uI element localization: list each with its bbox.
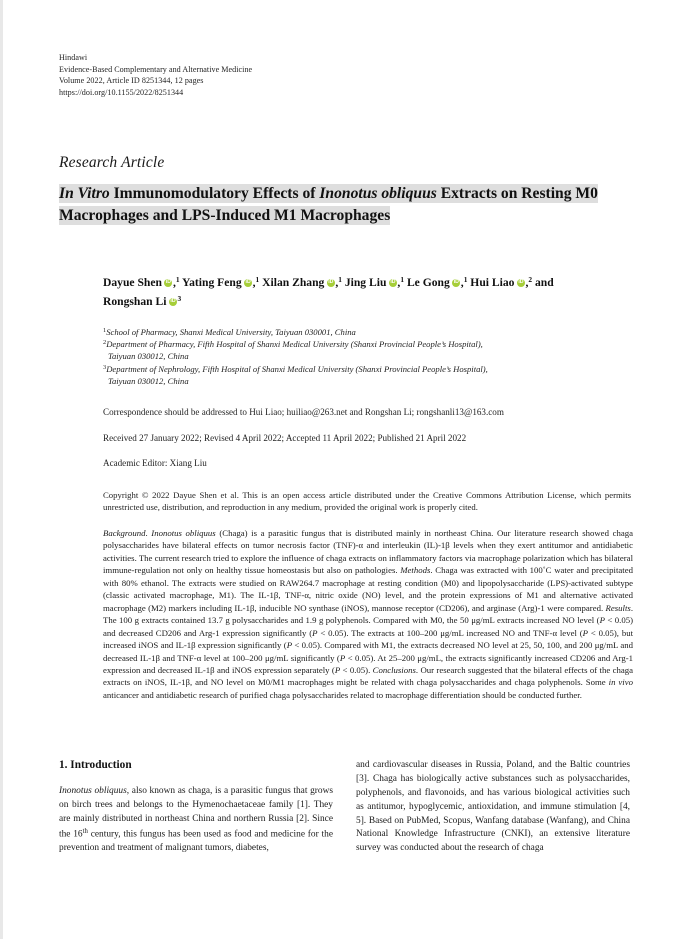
column-right bbox=[356, 759, 630, 856]
author-name[interactable]: Jing Liu bbox=[344, 276, 387, 290]
column-left bbox=[59, 759, 333, 856]
author-name[interactable]: Hui Liao bbox=[470, 276, 515, 290]
article-type: Research Article bbox=[59, 153, 165, 171]
orcid-icon[interactable] bbox=[169, 298, 177, 306]
author-name[interactable]: Dayue Shen bbox=[103, 276, 162, 290]
author-affiliation-marker: 3 bbox=[177, 294, 182, 304]
author-affiliation-marker: 2 bbox=[528, 275, 533, 285]
copyright-notice: Copyright © 2022 Dayue Shen et al. This is an open access article distributed under the Creative Commons Attribution License, which permits unrestricted use, distribution, and reproduction in any medium, provided the original work is properly cited. bbox=[103, 490, 631, 513]
orcid-icon[interactable] bbox=[517, 279, 525, 287]
author-name[interactable]: Le Gong bbox=[406, 276, 450, 290]
author-affiliation-marker: 1 bbox=[463, 275, 468, 285]
title-text: In Vitro Immunomodulatory Effects of Inonotus obliquus Extracts on Resting M0 Macrophages and LPS-Induced M1 Macrophages bbox=[59, 184, 598, 225]
doi-link[interactable]: https://doi.org/10.1155/2022/8251344 bbox=[59, 87, 184, 97]
author-name[interactable]: Xilan Zhang bbox=[262, 276, 325, 290]
affiliation-line: $^2$Department of Pharmacy, Fifth Hospital of Shanxi Medical University (Shanxi Provincial People’s Hospital), bbox=[103, 339, 483, 350]
affiliation-line: Taiyuan 030012, China bbox=[108, 375, 189, 386]
author-affiliation-marker: 1 bbox=[338, 275, 342, 285]
affiliation-line: $^3$Department of Nephrology, Fifth Hospital of Shanxi Medical University (Shanxi Provincial People’s Hospital), bbox=[103, 363, 488, 374]
author-affiliation-marker: 1 bbox=[175, 275, 180, 285]
orcid-icon[interactable] bbox=[164, 279, 172, 287]
affiliation-line: $^1$School of Pharmacy, Shanxi Medical University, Taiyuan 030001, China bbox=[103, 326, 356, 337]
author-affiliation-marker: 1 bbox=[400, 275, 405, 285]
intro-paragraph-left: Inonotus obliquus, also known as chaga, is a parasitic fungus that grows on birch trees and belongs to the Hymenochaetaceae family [1]. They are mainly distributed in northeast China and northern Russia [2]. Since the 16th century, this fungus has been used as food and medicine for the prevention and treatment of malignant tumors, diabetes, bbox=[59, 786, 334, 854]
orcid-icon[interactable] bbox=[327, 279, 335, 287]
publisher-header bbox=[59, 52, 628, 99]
affiliation-list bbox=[103, 326, 613, 387]
journal-name: Evidence-Based Complementary and Alternative Medicine bbox=[59, 64, 253, 74]
author-name[interactable]: Yating Feng bbox=[182, 276, 242, 290]
intro-paragraph-right: and cardiovascular diseases in Russia, Poland, and the Baltic countries [3]. Chaga has biologically active substances such as polysaccharides, polyphenols, and flavonoids, and has various biological activities such as antitumor, hypoglycemic, antioxidation, and immune stimulation [4, 5]. Based on PubMed, Scopus, Wanfang database (Wanfang), and China National Knowledge Infrastructure (CNKI), an extensive literature survey was conducted about the research of chaga bbox=[356, 760, 630, 854]
correspondence-line: Correspondence should be addressed to Hui Liao; huiliao@263.net and Rongshan Li; rongshanli13@163.com bbox=[103, 406, 504, 417]
publisher-name: Hindawi bbox=[59, 53, 88, 62]
academic-editor: Academic Editor: Xiang Liu bbox=[103, 458, 207, 469]
page-title bbox=[59, 183, 599, 229]
publication-dates: Received 27 January 2022; Revised 4 April 2022; Accepted 11 April 2022; Published 21 April 2022 bbox=[103, 432, 467, 443]
affiliation-line: Taiyuan 030012, China bbox=[108, 351, 189, 362]
body-columns bbox=[59, 759, 631, 856]
section-heading-introduction: 1. Introduction bbox=[59, 759, 132, 772]
orcid-icon[interactable] bbox=[389, 279, 397, 287]
author-name[interactable]: and Rongshan Li bbox=[103, 276, 554, 309]
author-affiliation-marker: 1 bbox=[255, 275, 260, 285]
abstract: Background. Inonotus obliquus (Chaga) is a parasitic fungus that is distributed mainly in northeast China. Our literature research showed chaga polysaccharides have bilateral effects on tumor necrosis factor (TNF)-α and interleukin (IL)-1β levels when they exert antitumor and antidiabetic activities. The current research tried to explore the influence of chaga extracts on inflammatory factors via macrophage polarization which has bilateral immune-regulation not only on healthy tissue homeostasis but also on pathologies. Methods. Chaga was extracted with 100˚C water and precipitated with 80% ethanol. The extracts were studied on RAW264.7 macrophage at resting condition (M0) and lipopolysaccharide (LPS)-activated subtype (classic activated macrophage, M1). The IL-1β, TNF-α, nitric oxide (NO) level, and the protein expressions of M1 and alternative activated macrophage (M2) markers including IL-1β, inducible NO synthase (iNOS), mannose receptor (CD206), and arginase (Arg)-1 were compared. Results. The 100 g extracts contained 13.7 g polysaccharides and 1.9 g polyphenols. Compared with M0, the 50 μg/mL extracts increased NO level (P < 0.05) and decreased CD206 and Arg-1 expression significantly (P < 0.05). The extracts at 100–200 μg/mL increased NO and TNF-α level (P < 0.05), but increased iNOS and IL-1β expression significantly (P < 0.05). Compared with M1, the extracts decreased NO level at 25, 50, 100, and 200 μg/mL and decreased IL-1β and TNF-α level at 100–200 μg/mL significantly (P < 0.05). At 25–200 μg/mL, the extracts significantly increased CD206 and Arg-1 expression and decreased IL-1β and iNOS expression separately (P < 0.05). Conclusions. Our research suggested that the bilateral effects of the chaga extracts on iNOS, IL-1β, and NO level on M0/M1 macrophages might be related with chaga polysaccharides and chaga polyphenols. Some in vivo anticancer and antidiabetic research of purified chaga polysaccharides related to macrophage differentiation should be conducted further. bbox=[103, 527, 634, 700]
author-list: Dayue Shen iD ,$^1$ Yating Feng iD ,$^1$ Xilan Zhang iD ,$^1$ Jing Liu iD ,$^1$ Le GongiD ,$^1$ Hui Liao iD ,$^2$ and Rongshan Li iD $^3$ bbox=[103, 274, 603, 312]
orcid-icon[interactable] bbox=[452, 279, 460, 287]
orcid-icon[interactable] bbox=[244, 279, 252, 287]
volume-line: Volume 2022, Article ID 8251344, 12 pages bbox=[59, 76, 204, 86]
